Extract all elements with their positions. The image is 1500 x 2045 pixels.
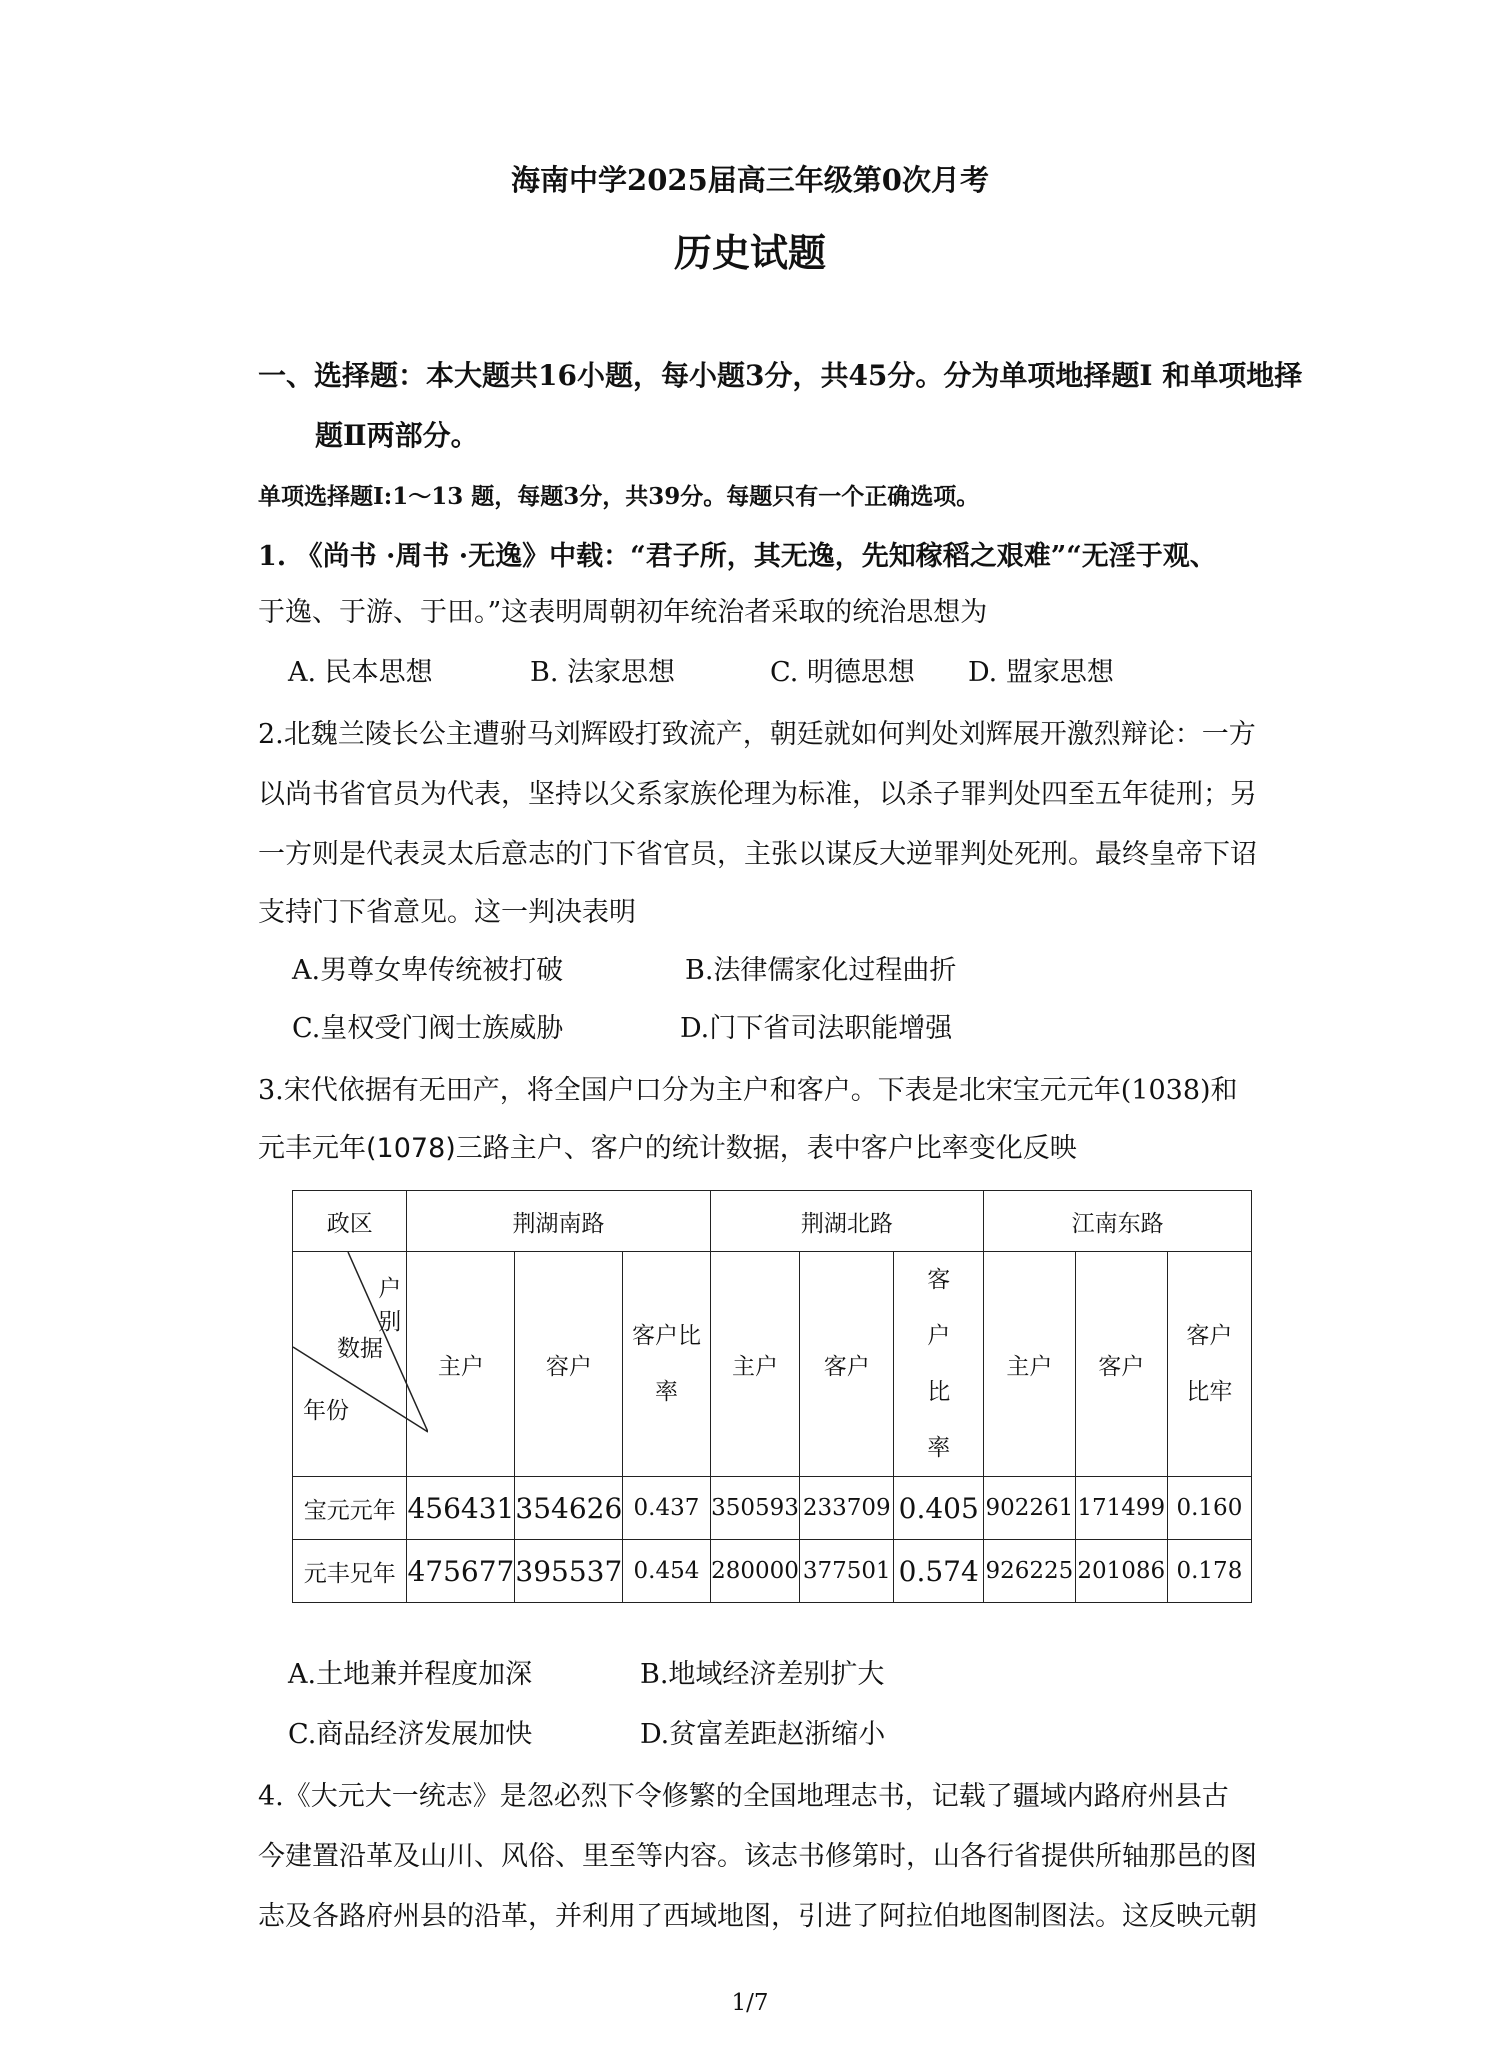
col-header: 客户比率 — [894, 1252, 984, 1477]
q1-stem-line2: 于逸、于游、于田。”这表明周朝初年统治者采取的统治思想为 — [258, 597, 988, 628]
region-jiangnan-east: 江南东路 — [984, 1191, 1252, 1252]
table-cell: 354626 — [515, 1477, 623, 1540]
q2-stem-line4: 支持门下省意见。这一判决表明 — [258, 897, 636, 928]
col-header: 客户 — [800, 1252, 894, 1477]
table-cell: 0.437 — [623, 1477, 710, 1540]
q2-stem-line3: 一方则是代表灵太后意志的门下省官员，主张以谋反大逆罪判处死刑。最终皇帝下诏 — [258, 839, 1257, 870]
table-cell: 0.405 — [894, 1477, 984, 1540]
q3-stem-line2: 元丰元年(1078)三路主户、客户的统计数据，表中客户比率变化反映 — [258, 1133, 1077, 1164]
subject-title: 历史试题 — [673, 230, 826, 275]
table-cell: 201086 — [1075, 1540, 1167, 1603]
q2-option-a: A.男尊女卑传统被打破 — [292, 955, 564, 986]
section-heading: 一、选择题：本大题共16小题，每小题3分，共45分。分为单项地择题I 和单项地择 — [258, 359, 1303, 392]
section-subheading: 单项选择题I:1～13 题，每题3分，共39分。每题只有一个正确选项。 — [258, 483, 980, 510]
section-heading-cont: 题Ⅱ两部分。 — [315, 419, 479, 452]
q1-option-a: A. 民本思想 — [288, 657, 433, 688]
table-cell: 233709 — [800, 1477, 894, 1540]
row-year: 元丰兄年 — [293, 1540, 407, 1603]
diag-label-year: 年份 — [303, 1398, 349, 1424]
q4-stem-line1: 4.《大元大一统志》是忽必烈下令修繁的全国地理志书，记载了疆域内路府州县古 — [258, 1781, 1229, 1812]
diag-label-data: 数据 — [337, 1336, 383, 1362]
household-statistics-table — [292, 1190, 1252, 1603]
table-cell: 456431 — [407, 1477, 515, 1540]
table-cell: 475677 — [407, 1540, 515, 1603]
table-cell: 926225 — [984, 1540, 1075, 1603]
table-cell: 0.178 — [1167, 1540, 1251, 1603]
diagonal-lines — [293, 1252, 428, 1474]
q4-stem-line3: 志及各路府州县的沿革，并利用了西域地图，引进了阿拉伯地图制图法。这反映元朝 — [258, 1901, 1257, 1932]
q1-option-b: B. 法家思想 — [530, 657, 676, 688]
table-cell: 280000 — [710, 1540, 800, 1603]
q3-option-a: A.土地兼并程度加深 — [288, 1659, 533, 1690]
row-year: 宝元元年 — [293, 1477, 407, 1540]
col-header: 主户 — [407, 1252, 515, 1477]
diagonal-header-cell — [293, 1252, 407, 1477]
q2-option-d: D.门下省司法职能增强 — [680, 1013, 953, 1044]
table-cell: 171499 — [1075, 1477, 1167, 1540]
table-cell: 0.160 — [1167, 1477, 1251, 1540]
q3-option-d: D.贫富差距赵浙缩小 — [640, 1719, 886, 1750]
q3-option-b: B.地域经济差别扩大 — [640, 1659, 885, 1690]
region-jinghu-south: 荆湖南路 — [407, 1191, 710, 1252]
q2-stem-line1: 2.北魏兰陵长公主遭驸马刘辉殴打致流产，朝廷就如何判处刘辉展开激烈辩论：一方 — [258, 719, 1256, 750]
page-number: 1/7 — [731, 1990, 769, 2016]
q2-option-b: B.法律儒家化过程曲折 — [685, 955, 957, 986]
table-cell: 395537 — [515, 1540, 623, 1603]
q3-stem-line1: 3.宋代依据有无田产，将全国户口分为主户和客户。下表是北宋宝元元年(1038)和 — [258, 1075, 1238, 1106]
q3-option-c: C.商品经济发展加快 — [288, 1719, 533, 1750]
diag-label-household-type: 户别 — [378, 1276, 402, 1335]
col-header: 主户 — [984, 1252, 1075, 1477]
col-header: 容户 — [515, 1252, 623, 1477]
table-cell: 350593 — [710, 1477, 800, 1540]
table-cell: 902261 — [984, 1477, 1075, 1540]
col-header: 客户比率 — [623, 1252, 710, 1477]
col-header: 主户 — [710, 1252, 800, 1477]
table-cell: 0.454 — [623, 1540, 710, 1603]
exam-title: 海南中学2025届高三年级第0次月考 — [511, 163, 989, 197]
q1-option-d: D. 盟家思想 — [968, 657, 1114, 688]
region-jinghu-north: 荆湖北路 — [710, 1191, 984, 1252]
q2-stem-line2: 以尚书省官员为代表，坚持以父系家族伦理为标准，以杀子罪判处四至五年徒刑；另 — [258, 779, 1257, 810]
q1-stem-line1: 1. 《尚书 ·周书 ·无逸》中载：“君子所，其无逸，先知稼稻之艰难”“无淫于观、 — [258, 541, 1217, 572]
table-cell: 0.574 — [894, 1540, 984, 1603]
col-header: 客户 — [1075, 1252, 1167, 1477]
region-header: 政区 — [293, 1191, 407, 1252]
col-header: 客户比牢 — [1167, 1252, 1251, 1477]
table-cell: 377501 — [800, 1540, 894, 1603]
q2-option-c: C.皇权受门阀士族威胁 — [292, 1013, 564, 1044]
q4-stem-line2: 今建置沿革及山川、风俗、里至等内容。该志书修第时，山各行省提供所轴那邑的图 — [258, 1841, 1257, 1872]
q1-option-c: C. 明德思想 — [770, 657, 915, 688]
